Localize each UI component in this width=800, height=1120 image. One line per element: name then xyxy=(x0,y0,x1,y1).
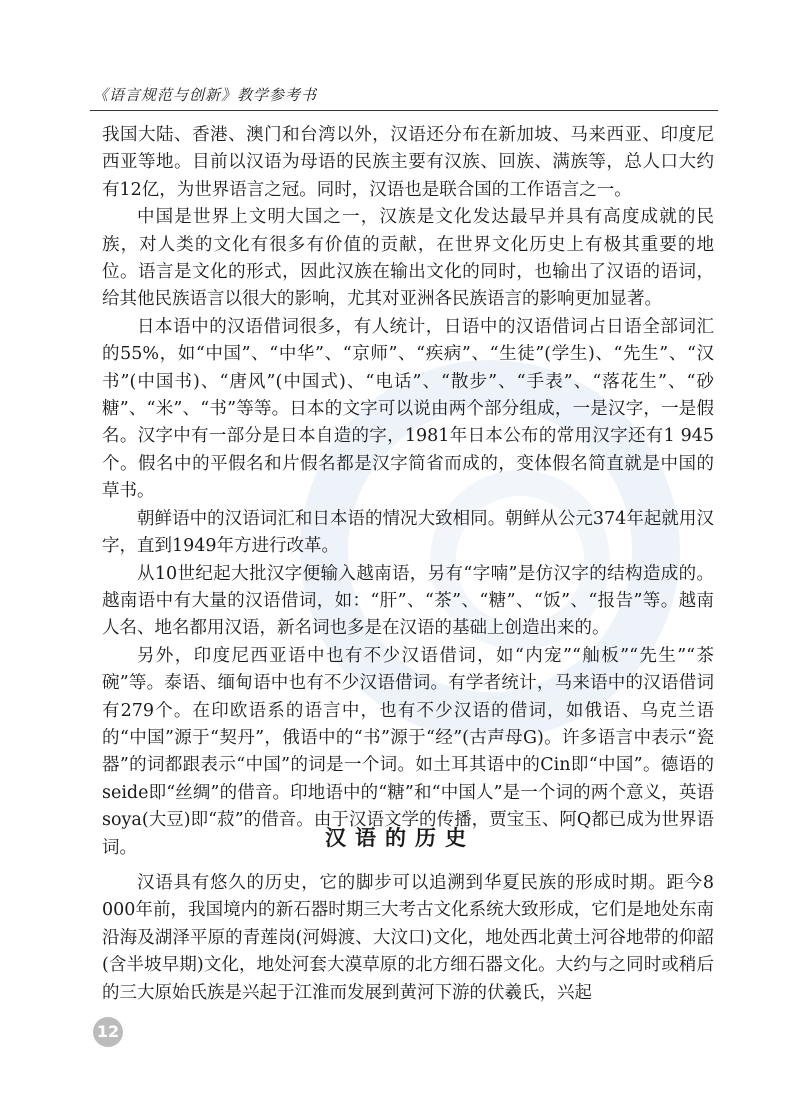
paragraph: 日本语中的汉语借词很多，有人统计，日语中的汉语借词占日语全部词汇的55%，如“中国”、“中华”、“京师”、“疾病”、“生徒”(学生)、“先生”、“汉书”(中国书)、“唐风”(中国式)、“电话”、“散步”、“手表”、“落花生”、“砂糖”、“米”、“书”等等。日本的文字可以说由两个部分组成，一是汉字，一是假名。汉字中有一部分是日本自造的字，1981年日本公布的常用汉字还有1 945个。假名中的平假名和片假名都是汉字简省而成的，变体假名简直就是中国的草书。 xyxy=(102,316,714,502)
paragraph: 从10世纪起大批汉字便输入越南语，另有“字喃”是仿汉字的结构造成的。越南语中有大量的汉语借词，如：“肝”、“茶”、“糖”、“饭”、“报告”等。越南人名、地名都用汉语，新名词也多是在汉语的基础上创造出来的。 xyxy=(102,563,714,639)
main-text xyxy=(102,122,714,862)
paragraph: 汉语具有悠久的历史，它的脚步可以追溯到华夏民族的形成时期。距今8 000年前，我国境内的新石器时期三大考古文化系统大致形成，它们是地处东南沿海及湖泽平原的青莲岗(河姆渡、大汶口)文化，地处西北黄土河谷地带的仰韶(含半坡早期)文化，地处河套大漠草原的北方细石器文化。大约与之同时或稍后的三大原始氏族是兴起于江淮而发展到黄河下游的伏羲氏，兴起 xyxy=(102,873,714,1003)
page-number: 12 xyxy=(93,1017,123,1047)
section-heading: 汉语的历史 xyxy=(325,825,475,850)
running-header-title: 《语言规范与创新》教学参考书 xyxy=(93,86,318,104)
paragraph: 中国是世界上文明大国之一，汉族是文化发达最早并具有高度成就的民族，对人类的文化有很多有价值的贡献，在世界文化历史上有极其重要的地位。语言是文化的形式，因此汉族在输出文化的同时，也输出了汉语的语词，给其他民族语言以很大的影响，尤其对亚洲各民族语言的影响更加显著。 xyxy=(102,207,714,310)
section-text xyxy=(102,870,714,1007)
paragraph: 另外，印度尼西亚语中也有不少汉语借词，如“内宠”“舢板”“先生”“茶碗”等。泰语、缅甸语中也有不少汉语借词。有学者统计，马来语中的汉语借词有279个。在印欧语系的语言中，也有不少汉语的借词，如俄语、乌克兰语的“中国”源于“契丹”，俄语中的“书”源于“经”(古声母G)。许多语言中表示“瓷器”的词都跟表示“中国”的词是一个词。如土耳其语中的Cin即“中国”。德语的seide即“丝绸”的借音。印地语中的“糖”和“中国人”是一个词的两个意义，英语soya(大豆)即“菽”的借音。由于汉语文学的传播，贾宝玉、阿Q都已成为世界语词。 xyxy=(102,645,714,858)
paragraph: 朝鲜语中的汉语词汇和日本语的情况大致相同。朝鲜从公元374年起就用汉字，直到1949年方进行改革。 xyxy=(102,508,714,557)
header-rule xyxy=(90,110,718,111)
paragraph: 我国大陆、香港、澳门和台湾以外，汉语还分布在新加坡、马来西亚、印度尼西亚等地。目前以汉语为母语的民族主要有汉族、回族、满族等，总人口大约有12亿，为世界语言之冠。同时，汉语也是联合国的工作语言之一。 xyxy=(102,125,714,200)
